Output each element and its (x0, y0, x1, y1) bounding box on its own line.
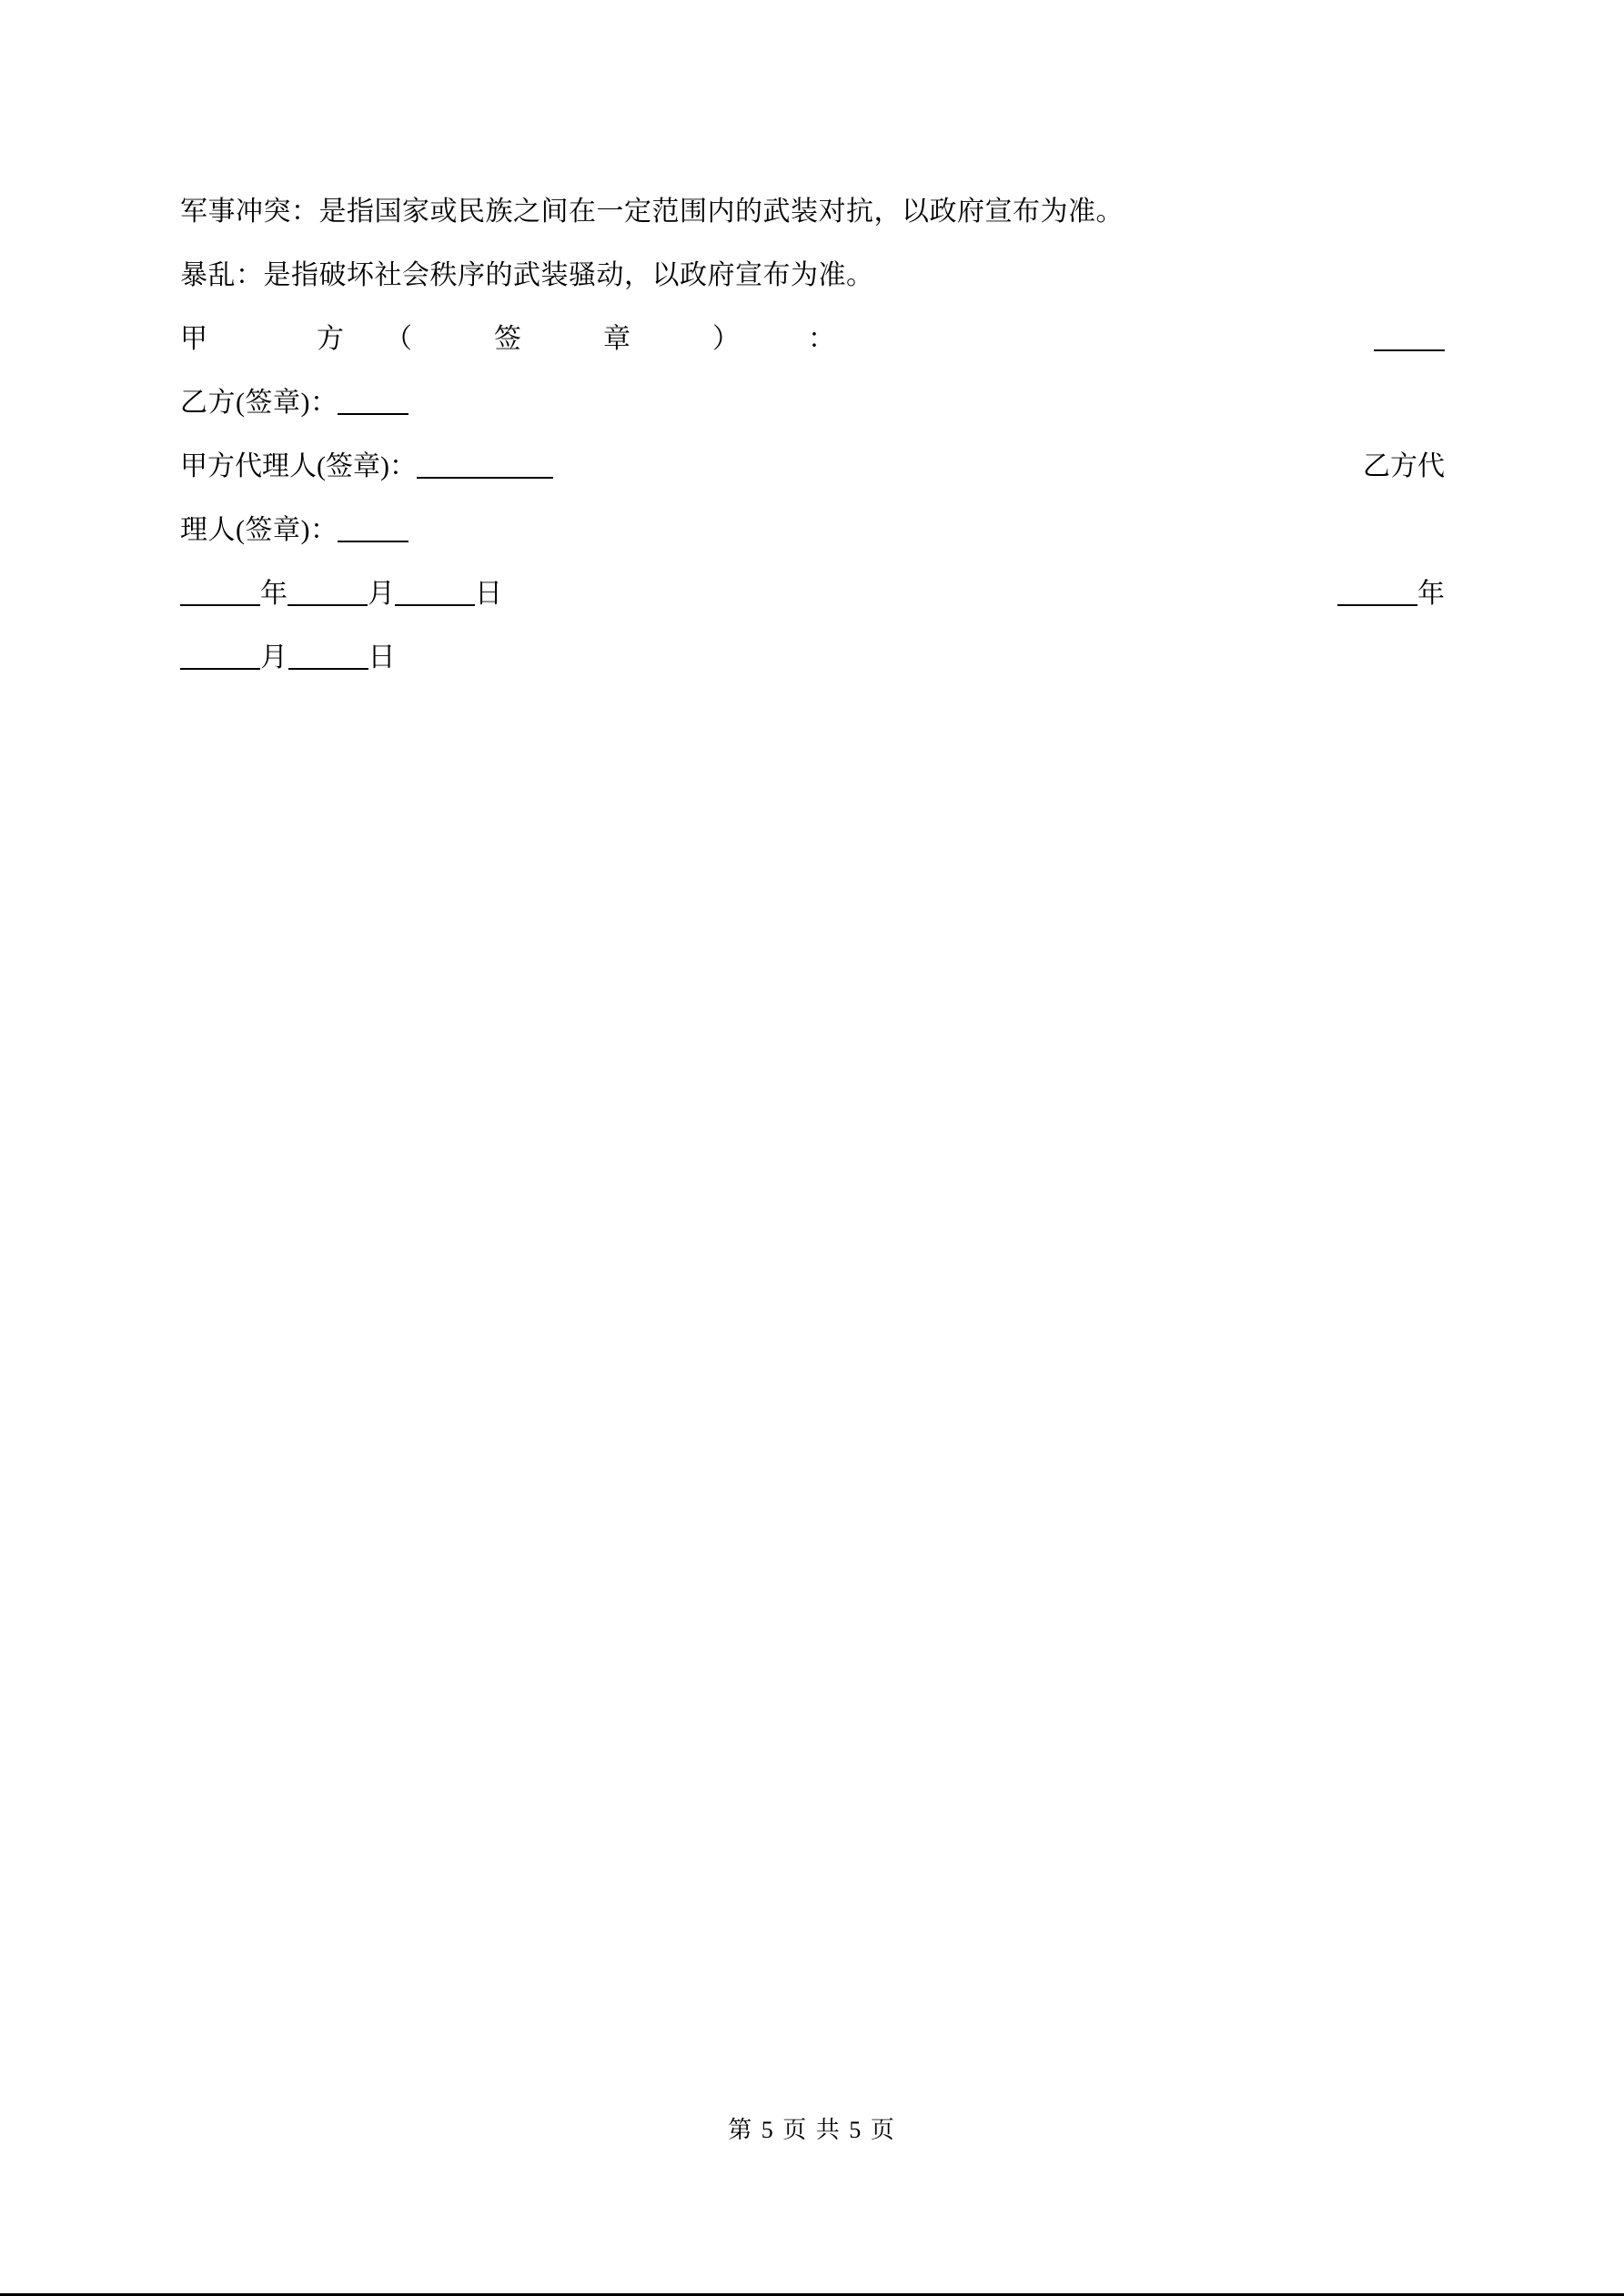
party-b-agent-label-part2: 理人(签章)： (180, 515, 338, 545)
party-a-agent-signature-line (180, 435, 1445, 499)
document-body (180, 180, 1445, 690)
party-a-signature-line (180, 308, 1445, 371)
date-right-month-label: 月 (260, 642, 288, 673)
party-b-signature-line (180, 371, 1445, 435)
party-a-signature-blank[interactable] (1374, 308, 1445, 371)
party-b-label: 乙方(签章)： (180, 388, 338, 418)
date-left-month-blank[interactable] (287, 604, 368, 606)
date-right-year-blank[interactable] (1337, 604, 1417, 606)
date-line-left (180, 562, 1445, 626)
party-a-agent-signature-blank[interactable] (417, 477, 553, 479)
party-b-agent-signature-blank[interactable] (338, 541, 409, 542)
date-left-year-label: 年 (260, 579, 287, 609)
date-right-day-label: 日 (368, 642, 396, 673)
date-right-year-label: 年 (1417, 579, 1445, 609)
date-right-month-blank[interactable] (180, 668, 260, 670)
date-right-day-blank[interactable] (288, 668, 368, 670)
party-b-signature-blank[interactable] (338, 413, 409, 415)
party-b-agent-signature-line (180, 499, 1445, 562)
date-line-right-continued (180, 626, 1445, 690)
paragraph-riot: 暴乱：是指破坏社会秩序的武装骚动，以政府宣布为准。 (180, 260, 874, 290)
date-left-month-label: 月 (368, 579, 395, 609)
date-right-year-group (1337, 562, 1445, 626)
page-footer: 第 5 页 共 5 页 (728, 2117, 896, 2143)
party-a-agent-label: 甲方代理人(签章)： (180, 451, 417, 481)
date-left-year-blank[interactable] (180, 604, 260, 606)
party-b-agent-label-part1: 乙方代 (1363, 451, 1445, 481)
date-left-day-blank[interactable] (395, 604, 475, 606)
date-left (180, 579, 502, 609)
date-left-day-label: 日 (475, 579, 502, 609)
paragraph-military-conflict: 军事冲突：是指国家或民族之间在一定范围内的武装对抗，以政府宣布为准。 (180, 197, 1124, 227)
party-a-label: 甲 方 （ 签 章 ） ： (180, 324, 835, 354)
